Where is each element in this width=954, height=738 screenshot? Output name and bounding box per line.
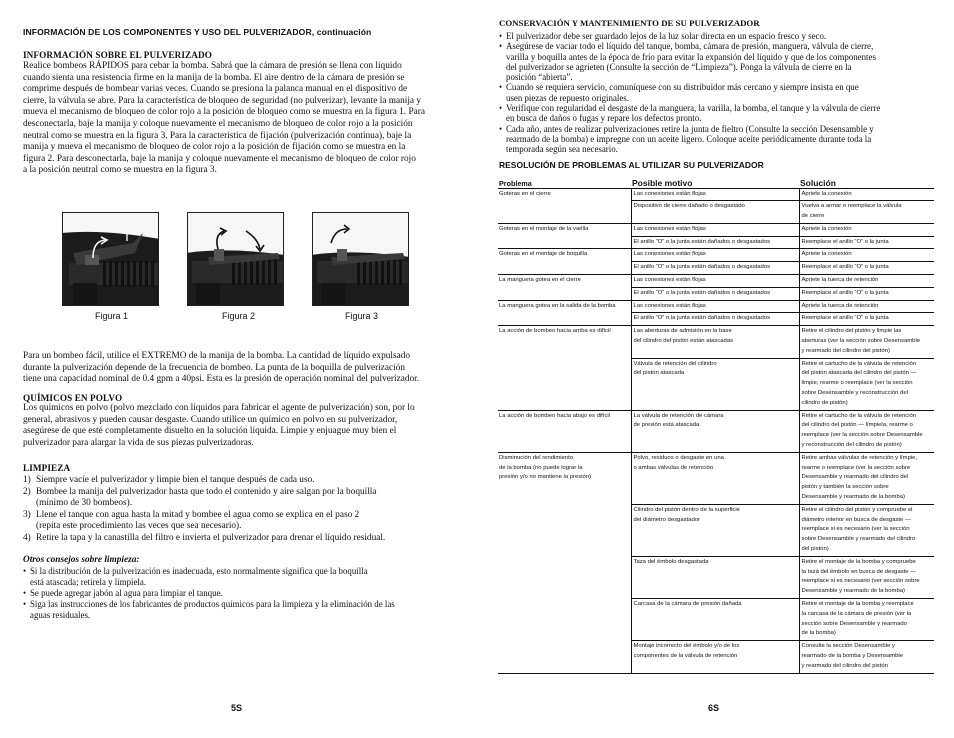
cause-cell <box>631 326 799 358</box>
text-line: Para un bombeo fácil, utilice el EXTREMO de la manija de la bomba. La cantidad de líquido expulsado <box>23 351 410 361</box>
text-line: desconectarla, baje la manija y coloque nuevamente el mecanismo de bloqueo de color rojo a la posición <box>23 118 413 129</box>
text-line: El anillo “O” o la junta están dañados o desgastados <box>633 315 771 322</box>
text-line: reemplace si es necesario (ver la sección <box>801 526 910 533</box>
page-right <box>477 0 954 738</box>
bullet-dot: • <box>23 566 27 576</box>
text-line: de la bomba) <box>801 630 836 637</box>
text-line: la carcasa de la cámara de presión (ver la <box>801 610 912 617</box>
text-line: Las conexiones están flojas <box>633 225 706 232</box>
text-line: (mínimo de 30 bombeos). <box>36 498 133 509</box>
text-line: diámetro interior en busca de desgaste — <box>801 516 911 523</box>
bullet-text <box>506 103 934 124</box>
text-line: El anillo “O” o la junta están dañados o desgastados <box>633 264 771 271</box>
text-line: El anillo “O” o la junta están dañados o desgastados <box>633 289 771 296</box>
cause-cell <box>631 262 799 275</box>
text-line: Si la distribución de la pulverización es inadecuada, esto normalmente significa que la boquilla <box>30 566 368 576</box>
solution-cell <box>799 275 934 288</box>
solution-cell <box>799 223 934 236</box>
step-text <box>33 510 453 533</box>
sprayer-pump-handle-illustration <box>313 213 409 306</box>
solution-cell <box>799 249 934 262</box>
figure-1-image <box>62 212 159 306</box>
text-line: aguas residuales. <box>30 610 91 621</box>
sprayer-pump-handle-illustration <box>188 213 284 306</box>
text-line: manija y mueva el mecanismo de bloqueo de color rojo a la posición de fijación como se muestra en la <box>23 142 406 153</box>
text-line: neutral como se muestra en la figura 3. Para la característica de fijación (pulverización continua), baje la <box>23 130 412 141</box>
bullet-item <box>23 588 455 599</box>
text-line: Cada año, antes de realizar pulverizaciones retire la junta de fieltro (Consulte la sección Desensamble y <box>506 123 874 134</box>
text-line: Taza del émbolo desgastada <box>633 558 709 565</box>
text-line: sobre Desensamble y reconstrucción del <box>801 390 908 397</box>
text-line: Cilindro del pistón dentro de la superficie <box>633 506 740 513</box>
text-line: Disminución del rendimiento <box>499 454 573 461</box>
text-line: Goteras en el montaje de la varilla <box>499 225 589 232</box>
cause-cell <box>631 452 799 504</box>
text-line: El anillo “O” o la junta están dañados o desgastados <box>633 238 771 245</box>
text-line: presión y/o no mantiene la presión) <box>499 474 592 481</box>
cause-cell <box>631 598 799 640</box>
table-row <box>498 452 934 504</box>
text-line: del pistón atascada <box>633 370 685 377</box>
problem-cell <box>498 410 631 452</box>
text-line: Retire el cartucho de la válvula de retención <box>801 360 917 367</box>
text-line: Reemplace el anillo “O” o la junta <box>801 315 889 322</box>
text-line: reemplace si es necesario (ver sección sobre <box>801 578 920 585</box>
info-section <box>23 50 455 177</box>
text-line: Retire el cartucho de la válvula de retención <box>801 412 917 419</box>
text-line: rearme o reemplace (ver la sección sobre <box>801 464 911 471</box>
text-line: Asegúrese de vaciar todo el líquido del tanque, bomba, cámara de presión, manguera, válvula de cierre, <box>506 41 874 52</box>
text-line: Montaje incorrecto del émbolo y/o de los <box>633 643 740 650</box>
text-line: Se puede agregar jabón al agua para limpiar el tanque. <box>30 588 223 599</box>
problem-cell <box>498 223 631 249</box>
text-line: comprime después de bombear varias veces. Cuando se presiona la palanca manual en el dispositivo de <box>23 84 408 95</box>
powder-chemicals-title: QUÍMICOS EN POLVO <box>23 393 123 403</box>
text-line: Retire el cilindro del pistón y limpie las <box>801 328 902 335</box>
step-text <box>33 487 453 510</box>
text-line: sobre Desensamble y rearmado del cilindro <box>801 536 916 543</box>
text-line: (repita este procedimiento las veces que sea necesario). <box>36 521 242 532</box>
text-line: El pulverizador debe ser guardado lejos de la luz solar directa en un espacio fresco y seco. <box>506 31 827 41</box>
step-number: 1) <box>23 475 31 485</box>
text-line: Apriete la conexión <box>801 251 852 258</box>
solution-cell <box>799 313 934 326</box>
text-line: Desensamble y rearmado de la bomba) <box>801 494 905 501</box>
cleaning-section <box>23 463 453 545</box>
solution-cell <box>799 410 934 452</box>
text-line: de la bomba (no puede lograr la <box>499 464 583 471</box>
text-line: Verifique con regularidad el desgaste de la manguera, la varilla, la bomba, el tanque y la válvula de cierre <box>506 103 881 114</box>
bullet-dot: • <box>23 599 27 610</box>
maintenance-section <box>499 18 934 155</box>
cause-cell <box>631 556 799 598</box>
table-header-row <box>498 176 934 188</box>
text-line: de cierre <box>801 213 825 220</box>
pumping-paragraph <box>23 351 453 386</box>
solution-cell <box>799 504 934 556</box>
text-line: Reemplace el anillo “O” o la junta <box>801 264 889 271</box>
text-line: Apriete la tuerca de retención <box>801 302 879 309</box>
header-cause: Posible motivo <box>631 176 799 188</box>
other-cleaning-tips-list <box>23 566 455 621</box>
text-line: Las conexiones están flojas <box>633 251 706 258</box>
bullet-item <box>499 41 934 82</box>
cleaning-step <box>23 510 453 533</box>
cleaning-title: LIMPIEZA <box>23 463 71 473</box>
figure-1-caption: Figura 1 <box>95 311 129 321</box>
text-line: varilla y boquilla antes de la época de frío para evitar la expansión del líquido y que de los componentes <box>506 51 876 62</box>
text-line: Las aberturas de admisión en la base <box>633 328 732 335</box>
text-line: del pistón) <box>801 546 829 552</box>
text-line: Retire la tapa y la canastilla del filtro e invierta el pulverizador para drenar el líquido residual. <box>36 532 386 543</box>
problem-cell <box>498 249 631 275</box>
bullet-text <box>30 566 455 588</box>
solution-cell <box>799 452 934 504</box>
text-line: del pistón atascada del cilindro del pistón — <box>801 370 917 377</box>
troubleshooting-title: RESOLUCIÓN DE PROBLEMAS AL UTILIZAR SU PULVERIZADOR <box>499 160 764 170</box>
text-line: Consulte la sección Desensamble y <box>801 643 895 650</box>
step-text <box>33 475 453 487</box>
text-line: Goteras en el cierre <box>499 190 551 197</box>
text-line: Vuelva a armar o reemplace la válvula <box>801 203 902 210</box>
solution-cell <box>799 641 934 673</box>
text-line: pulverizador para alargar la vida de sus piezas pulverizadoras. <box>23 437 254 448</box>
table-row <box>498 223 934 236</box>
figure-3-image <box>312 212 409 306</box>
text-line: sección sobre Desensamble y rearmado <box>801 620 907 627</box>
text-line: Retire el cilindro del pistón y compruebe el <box>801 506 913 513</box>
cause-cell <box>631 287 799 300</box>
text-line: limpie, rearme o reemplace (ver la sección <box>801 380 913 387</box>
cause-cell <box>631 275 799 288</box>
text-line: del diámetro desgastador <box>633 516 700 523</box>
bullet-item <box>499 31 934 41</box>
text-line: mueva el mecanismo de bloqueo de color rojo a la posición de bloqueo como se muestra en la figura 1. Para <box>23 107 425 118</box>
text-line: Llene el tanque con agua hasta la mitad y bombee el agua como se explica en el paso 2 <box>36 509 360 520</box>
problem-cell <box>498 326 631 410</box>
text-line: reemplace (ver la sección sobre Desensamble <box>801 432 923 439</box>
text-line: y rearmado del cilindro del pistón <box>801 662 888 669</box>
bullet-item <box>499 103 934 124</box>
text-line: general, abrasivos y pueden causar desgaste. Cuando utilice un químico en polvo en su pulverizador, <box>23 414 398 425</box>
solution-cell <box>799 201 934 224</box>
figure-2-image <box>187 212 284 306</box>
text-line: tiene una capacidad nominal de 0.4 gpm a 40psi. Esta es la presión de operación nominal del pulverizador. <box>23 374 420 385</box>
cause-cell <box>631 641 799 673</box>
text-line: figura 2. Para desconectarla, baje la manija y coloque nuevamente el mecanismo de bloqueo de color rojo <box>23 153 416 164</box>
text-line: Apriete la tuerca de retención <box>801 277 879 284</box>
cause-cell <box>631 300 799 313</box>
table-row <box>498 188 934 201</box>
text-line: Polvo, residuos o desgaste en una <box>633 454 724 461</box>
table-row <box>498 300 934 313</box>
maintenance-list <box>499 31 934 155</box>
text-line: a la posición neutral como se muestra en la figura 3. <box>23 165 217 176</box>
step-number: 3) <box>23 509 31 520</box>
text-line: rearmado de la bomba) e impregne con un aceite ligero. Coloque aceite periódicamente durante toda la <box>506 133 872 144</box>
text-line: componentes de la válvula de retención <box>633 652 738 659</box>
bullet-item <box>23 566 455 588</box>
text-line: aberturas (ver la sección sobre Desensamble <box>801 338 921 345</box>
text-line: cuando sienta una resistencia firme en la manija de la bomba. El aire dentro de la cámara de presión se <box>23 72 405 83</box>
text-line: La válvula de retención de cámara <box>633 412 724 419</box>
bullet-text <box>506 41 934 82</box>
text-line: Las conexiones están flojas <box>633 190 706 197</box>
bullet-dot: • <box>499 103 503 114</box>
table-row <box>498 410 934 452</box>
info-paragraph <box>23 61 455 177</box>
text-line: Retire el montaje de la bomba y reemplace <box>801 600 914 607</box>
bullet-dot: • <box>499 82 503 93</box>
cause-cell <box>631 410 799 452</box>
powder-chemicals-section <box>23 393 453 449</box>
text-line: Carcasa de la cámara de presión dañada <box>633 600 742 607</box>
bullet-dot: • <box>499 31 503 41</box>
text-line: La acción de bombeo hacia abajo es difícil <box>499 412 611 419</box>
text-line: Las conexiones están flojas <box>633 277 706 284</box>
step-number: 2) <box>23 486 31 497</box>
cause-cell <box>631 358 799 410</box>
powder-chemicals-paragraph <box>23 403 453 449</box>
text-line: está atascada; retírela y límpiela. <box>30 577 147 588</box>
text-line: del cilindro del pistón están atascadas <box>633 338 734 345</box>
text-line: Los químicos en polvo (polvo mezclado con líquidos para fabricar el agente de pulverización) son, por lo <box>23 403 415 413</box>
text-line: Reemplace el anillo “O” o la junta <box>801 289 889 296</box>
text-line: La acción de bombeo hacia arriba es difícil <box>499 328 611 335</box>
bullet-text <box>30 599 455 621</box>
text-line: la tazá del émbolo en busca de desgaste — <box>801 568 917 575</box>
figure-2-caption: Figura 2 <box>222 311 256 321</box>
bullet-text <box>506 82 934 103</box>
solution-cell <box>799 287 934 300</box>
problem-cell <box>498 188 631 223</box>
cleaning-step <box>23 533 453 545</box>
bullet-text <box>506 31 934 41</box>
text-line: Retire ambas válvulas de retención y límpie, <box>801 454 918 461</box>
bullet-dot: • <box>499 123 503 134</box>
cause-cell <box>631 236 799 249</box>
solution-cell <box>799 556 934 598</box>
table-row <box>498 275 934 288</box>
text-line: Goteras en el montaje de boquilla <box>499 251 588 258</box>
troubleshooting-table-body <box>498 188 934 673</box>
text-line: pistón y también la sección sobre <box>801 484 889 491</box>
problem-cell <box>498 452 631 673</box>
text-line: cilindro de pistón) <box>801 399 848 406</box>
text-line: rearmado de la bomba y Desensamble <box>801 652 904 659</box>
text-line: Siga las instrucciones de los fabricantes de productos químicos para la limpieza y la eliminación de las <box>30 599 395 610</box>
section-header-continued: continuación <box>314 27 372 37</box>
text-line: Cuando se requiera servicio, comuníquese con su distribuidor más cercano y siempre insista en que <box>506 82 859 93</box>
text-line: cierre, la válvula se abre. Para la característica de bloqueo de seguridad (no pulverizar), levante la manija y <box>23 95 422 106</box>
bullet-item <box>499 82 934 103</box>
figure-3-caption: Figura 3 <box>345 311 379 321</box>
page-number-right: 6S <box>708 703 720 713</box>
section-header <box>23 27 371 37</box>
bullet-dot: • <box>23 588 27 599</box>
table-row <box>498 326 934 358</box>
cause-cell <box>631 201 799 224</box>
text-line: Apriete la conexión <box>801 225 852 232</box>
step-text <box>33 533 453 545</box>
solution-cell <box>799 326 934 358</box>
text-line: o ambas válvulas de retención <box>633 464 714 471</box>
info-title: INFORMACIÓN SOBRE EL PULVERIZADO <box>23 50 212 60</box>
text-line: Dispositivo de cierre dañado o desgastado <box>633 203 745 210</box>
other-cleaning-tips-title: Otros consejos sobre limpieza: <box>23 555 140 565</box>
troubleshooting-table <box>498 176 934 674</box>
text-line: Siempre vacíe el pulverizador y limpie bien el tanque después de cada uso. <box>36 475 315 485</box>
text-line: Desensamble y rearmado de la bomba) <box>801 588 905 595</box>
text-line: posición “abierta”. <box>506 72 573 83</box>
text-line: del cilindro del pistón — límpiela, rearme o <box>801 422 913 429</box>
text-line: Retire el montaje de la bomba y compruebe <box>801 558 916 565</box>
cause-cell <box>631 188 799 201</box>
problem-cell <box>498 275 631 301</box>
text-line: Válvula de retención del cilindro <box>633 360 717 367</box>
bullet-text <box>30 588 455 599</box>
table-row <box>498 249 934 262</box>
text-line: asegúrese de que esté completamente disuelto en la solución líquida. Limpie y enjuague muy bien el <box>23 426 397 437</box>
text-line: Las conexiones están flojas <box>633 302 706 309</box>
cause-cell <box>631 313 799 326</box>
text-line: La manguera gotea en la salida de la bomba <box>499 302 616 309</box>
solution-cell <box>799 598 934 640</box>
text-line: y rearmado del cilindro del pistón) <box>801 347 890 354</box>
text-line: y reconstrucción del cilindro de pistón) <box>801 442 902 449</box>
other-cleaning-tips-section <box>23 555 455 621</box>
text-line: Desensamble y rearmado del cilindro del <box>801 474 909 481</box>
text-line: durante la pulverización depende de la frecuencia de bombeo. La punta de la boquilla de pulverización <box>23 362 406 373</box>
solution-cell <box>799 262 934 275</box>
solution-cell <box>799 300 934 313</box>
solution-cell <box>799 358 934 410</box>
text-line: Realice bombeos RÁPIDOS para cebar la bomba. Sabrá que la cámara de presión se llena con líquido <box>23 61 402 71</box>
text-line: Reemplace el anillo “O” o la junta <box>801 238 889 245</box>
problem-cell <box>498 300 631 326</box>
text-line: temporada según sea necesario. <box>506 144 618 155</box>
text-line: de presión está atascada <box>633 422 700 429</box>
maintenance-title: CONSERVACIÓN Y MANTENIMIENTO DE SU PULVERIZADOR <box>499 18 760 28</box>
cause-cell <box>631 504 799 556</box>
cause-cell <box>631 249 799 262</box>
cleaning-step <box>23 487 453 510</box>
text-line: usen piezas de repuesto originales. <box>506 92 629 103</box>
solution-cell <box>799 236 934 249</box>
page-number-left: 5S <box>231 703 243 713</box>
cleaning-step <box>23 475 453 487</box>
header-solution: Solución <box>799 176 934 188</box>
text-line: Bombee la manija del pulverizador hasta que todo el contenido y aire salgan por la boquilla <box>36 486 377 497</box>
step-number: 4) <box>23 532 31 543</box>
text-line: La manguera gotea en el cierre <box>499 277 581 284</box>
text-line: en busca de daños o fugas y repare los defectos pronto. <box>506 113 702 124</box>
bullet-dot: • <box>499 41 503 52</box>
section-header-main: INFORMACIÓN DE LOS COMPONENTES Y USO DEL PULVERIZADOR, <box>23 27 315 37</box>
text-line: Apriete la conexión <box>801 190 852 197</box>
bullet-text <box>506 124 934 155</box>
bullet-item <box>23 599 455 621</box>
solution-cell <box>799 188 934 201</box>
text-line: del pulverizador se agrieten (Consulte la sección de “Limpieza”). Ponga la válvula de cierre en la <box>506 61 852 72</box>
cause-cell <box>631 223 799 236</box>
header-problem: Problema <box>498 176 631 188</box>
sprayer-pump-handle-illustration <box>63 213 159 306</box>
cleaning-steps-list <box>23 475 453 545</box>
bullet-item <box>499 124 934 155</box>
